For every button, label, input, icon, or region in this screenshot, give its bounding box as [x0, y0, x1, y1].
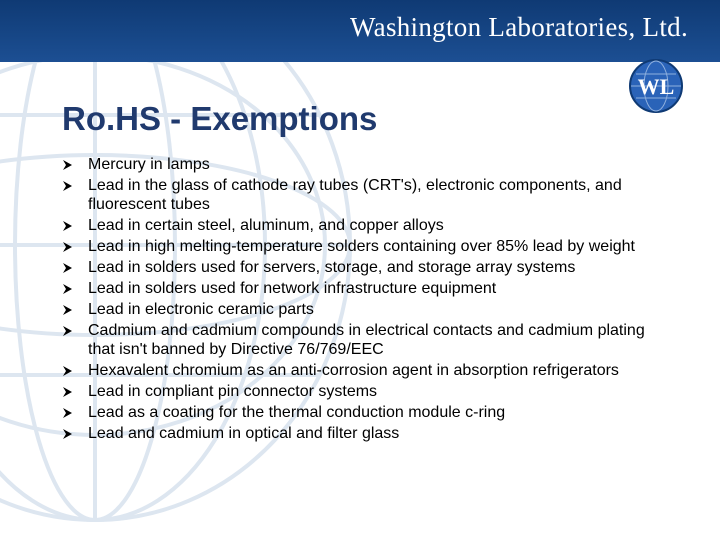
list-item-text: Lead in compliant pin connector systems	[88, 382, 378, 400]
arrow-bullet-icon	[62, 407, 73, 419]
list-item	[62, 322, 672, 359]
arrow-bullet-icon	[62, 283, 73, 295]
list-item-text: Lead in the glass of cathode ray tubes (CRT's), electronic components, and fluorescent tubes	[88, 177, 622, 213]
exemption-list	[62, 156, 672, 446]
arrow-bullet-icon	[62, 386, 73, 398]
page-title: Ro.HS - Exemptions	[62, 100, 378, 137]
list-item	[62, 404, 672, 423]
list-item	[62, 177, 672, 214]
list-item	[62, 280, 672, 299]
list-item-text: Lead in solders used for servers, storage, and storage array systems	[88, 258, 576, 276]
list-item	[62, 362, 672, 381]
arrow-bullet-icon	[62, 304, 73, 316]
arrow-bullet-icon	[62, 262, 73, 274]
list-item-text: Lead and cadmium in optical and filter glass	[88, 425, 400, 443]
list-item-text: Cadmium and cadmium compounds in electrical contacts and cadmium plating that isn't banned by Directive 76/769/EEC	[88, 322, 645, 358]
header-banner	[0, 0, 720, 62]
list-item	[62, 259, 672, 278]
list-item-text: Lead in high melting-temperature solders containing over 85% lead by weight	[88, 237, 635, 255]
arrow-bullet-icon	[62, 159, 73, 171]
logo-text: WL	[637, 74, 675, 99]
list-item-text: Hexavalent chromium as an anti-corrosion agent in absorption refrigerators	[88, 361, 619, 379]
arrow-bullet-icon	[62, 180, 73, 192]
company-name: Washington Laboratories, Ltd.	[350, 12, 688, 42]
list-item	[62, 217, 672, 236]
arrow-bullet-icon	[62, 241, 73, 253]
list-item-text: Lead in certain steel, aluminum, and copper alloys	[88, 216, 444, 234]
list-item-text: Mercury in lamps	[88, 156, 210, 173]
arrow-bullet-icon	[62, 220, 73, 232]
list-item	[62, 238, 672, 257]
arrow-bullet-icon	[62, 365, 73, 377]
arrow-bullet-icon	[62, 428, 73, 440]
arrow-bullet-icon	[62, 325, 73, 337]
list-item-text: Lead in solders used for network infrastructure equipment	[88, 279, 497, 297]
wl-logo-icon	[629, 59, 683, 113]
list-item	[62, 301, 672, 320]
list-item-text: Lead in electronic ceramic parts	[88, 301, 314, 319]
list-item	[62, 383, 672, 402]
list-item-text: Lead as a coating for the thermal conduction module c-ring	[88, 403, 506, 421]
list-item	[62, 425, 672, 444]
list-item	[62, 156, 672, 175]
